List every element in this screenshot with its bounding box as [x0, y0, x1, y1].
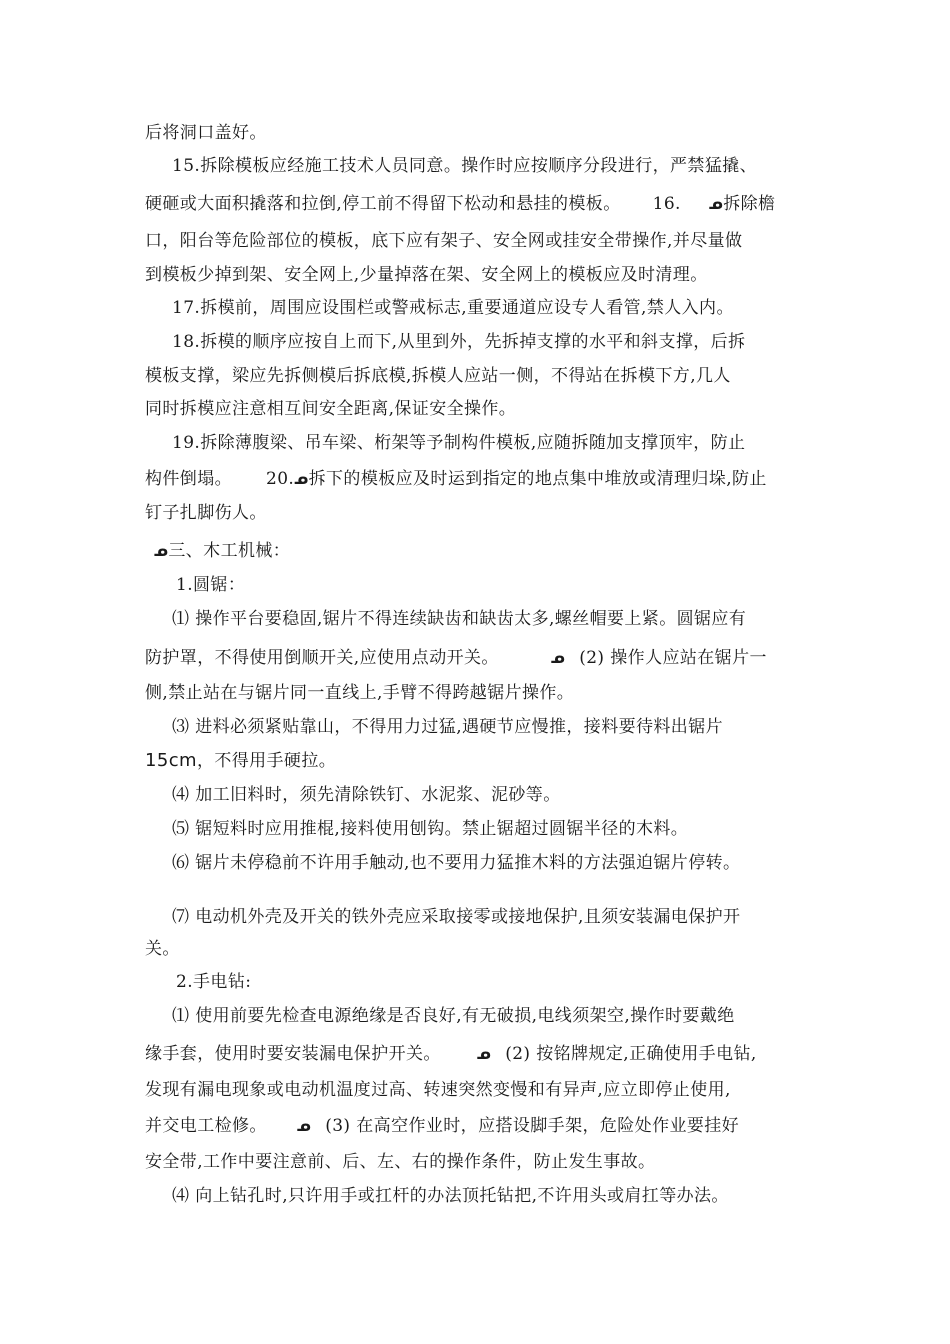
paragraph-line: ⑷ 加工旧料时，须先清除铁钉、水泥浆、泥砂等。	[172, 785, 561, 805]
paragraph-line: ⑶ 进料必须紧贴靠山，不得用力过猛,遇硬节应慢推，接料要待料出锯片	[172, 717, 724, 737]
subsection-heading: 1.圆锯：	[176, 575, 246, 595]
bullet-icon: ᓄ	[294, 470, 309, 488]
paragraph-line: ⑺ 电动机外壳及开关的铁外壳应采取接零或接地保护,且须安装漏电保护开	[172, 907, 741, 927]
paragraph-line: 后将洞口盖好。	[145, 123, 267, 143]
paragraph-line: 缘手套，使用时要安装漏电保护开关。 ᓄ (2) 按铭牌规定,正确使用手电钻,	[145, 1044, 757, 1064]
paragraph-line: 19.拆除薄腹梁、吊车梁、桁架等予制构件模板,应随拆随加支撑顶牢，防止	[172, 433, 746, 453]
paragraph-line: 模板支撑，梁应先拆侧模后拆底模,拆模人应站一侧，不得站在拆模下方,几人	[145, 366, 731, 386]
paragraph-line: ⑹ 锯片未停稳前不许用手触动,也不要用力猛推木料的方法强迫锯片停转。	[172, 853, 741, 873]
paragraph-line: 钉子扎脚伤人。	[145, 503, 267, 523]
paragraph-line: 发现有漏电现象或电动机温度过高、转速突然变慢和有异声,应立即停止使用,	[145, 1080, 731, 1100]
paragraph-line: 侧,禁止站在与锯片同一直线上,手臂不得跨越锯片操作。	[145, 683, 575, 703]
paragraph-line: 同时拆模应注意相互间安全距离,保证安全操作。	[145, 399, 517, 419]
bullet-icon: ᓄ	[550, 649, 566, 667]
paragraph-line: 硬砸或大面积撬落和拉倒,停工前不得留下松动和悬挂的模板。 16. ᓄ拆除檐	[145, 194, 776, 214]
section-heading: ᓄ三、木工机械：	[154, 541, 291, 561]
paragraph-line: ⑸ 锯短料时应用推棍,接料使用刨钩。禁止锯超过圆锯半径的木料。	[172, 819, 689, 839]
paragraph-line: 安全带,工作中要注意前、后、左、右的操作条件，防止发生事故。	[145, 1152, 656, 1172]
paragraph-line: 15cm，不得用手硬拉。	[145, 750, 337, 771]
paragraph-line: 口，阳台等危险部位的模板，底下应有架子、安全网或挂安全带操作,并尽量做	[145, 231, 743, 251]
bullet-icon: ᓄ	[154, 542, 169, 560]
paragraph-line: ⑴ 操作平台要稳固,锯片不得连续缺齿和缺齿太多,螺丝帽要上紧。圆锯应有	[172, 609, 747, 629]
paragraph-line: 15.拆除模板应经施工技术人员同意。操作时应按顺序分段进行，严禁猛撬、	[172, 156, 758, 176]
paragraph-line: 到模板少掉到架、安全网上,少量掉落在架、安全网上的模板应及时清理。	[145, 265, 708, 285]
bullet-icon: ᓄ	[296, 1117, 312, 1135]
bullet-icon: ᓄ	[476, 1045, 492, 1063]
paragraph-line: 17.拆模前，周围应设围栏或警戒标志,重要通道应设专人看管,禁人入内。	[172, 298, 734, 318]
paragraph-line: 18.拆模的顺序应按自上而下,从里到外，先拆掉支撑的水平和斜支撑，后拆	[172, 332, 746, 352]
bullet-icon: ᓄ	[708, 195, 724, 213]
paragraph-line: 并交电工检修。 ᓄ (3) 在高空作业时，应搭设脚手架，危险处作业要挂好	[145, 1116, 740, 1136]
paragraph-line: 构件倒塌。 20.ᓄ拆下的模板应及时运到指定的地点集中堆放或清理归垛,防止	[145, 469, 767, 489]
paragraph-line: ⑴ 使用前要先检查电源绝缘是否良好,有无破损,电线须架空,操作时要戴绝	[172, 1006, 735, 1026]
paragraph-line: 关。	[145, 939, 180, 959]
subsection-heading: 2.手电钻:	[176, 972, 252, 992]
paragraph-line: 防护罩，不得使用倒顺开关,应使用点动开关。 ᓄ (2) 操作人应站在锯片一	[145, 648, 767, 668]
paragraph-line: ⑷ 向上钻孔时,只许用手或扛杆的办法顶托钻把,不许用头或肩扛等办法。	[172, 1186, 729, 1206]
